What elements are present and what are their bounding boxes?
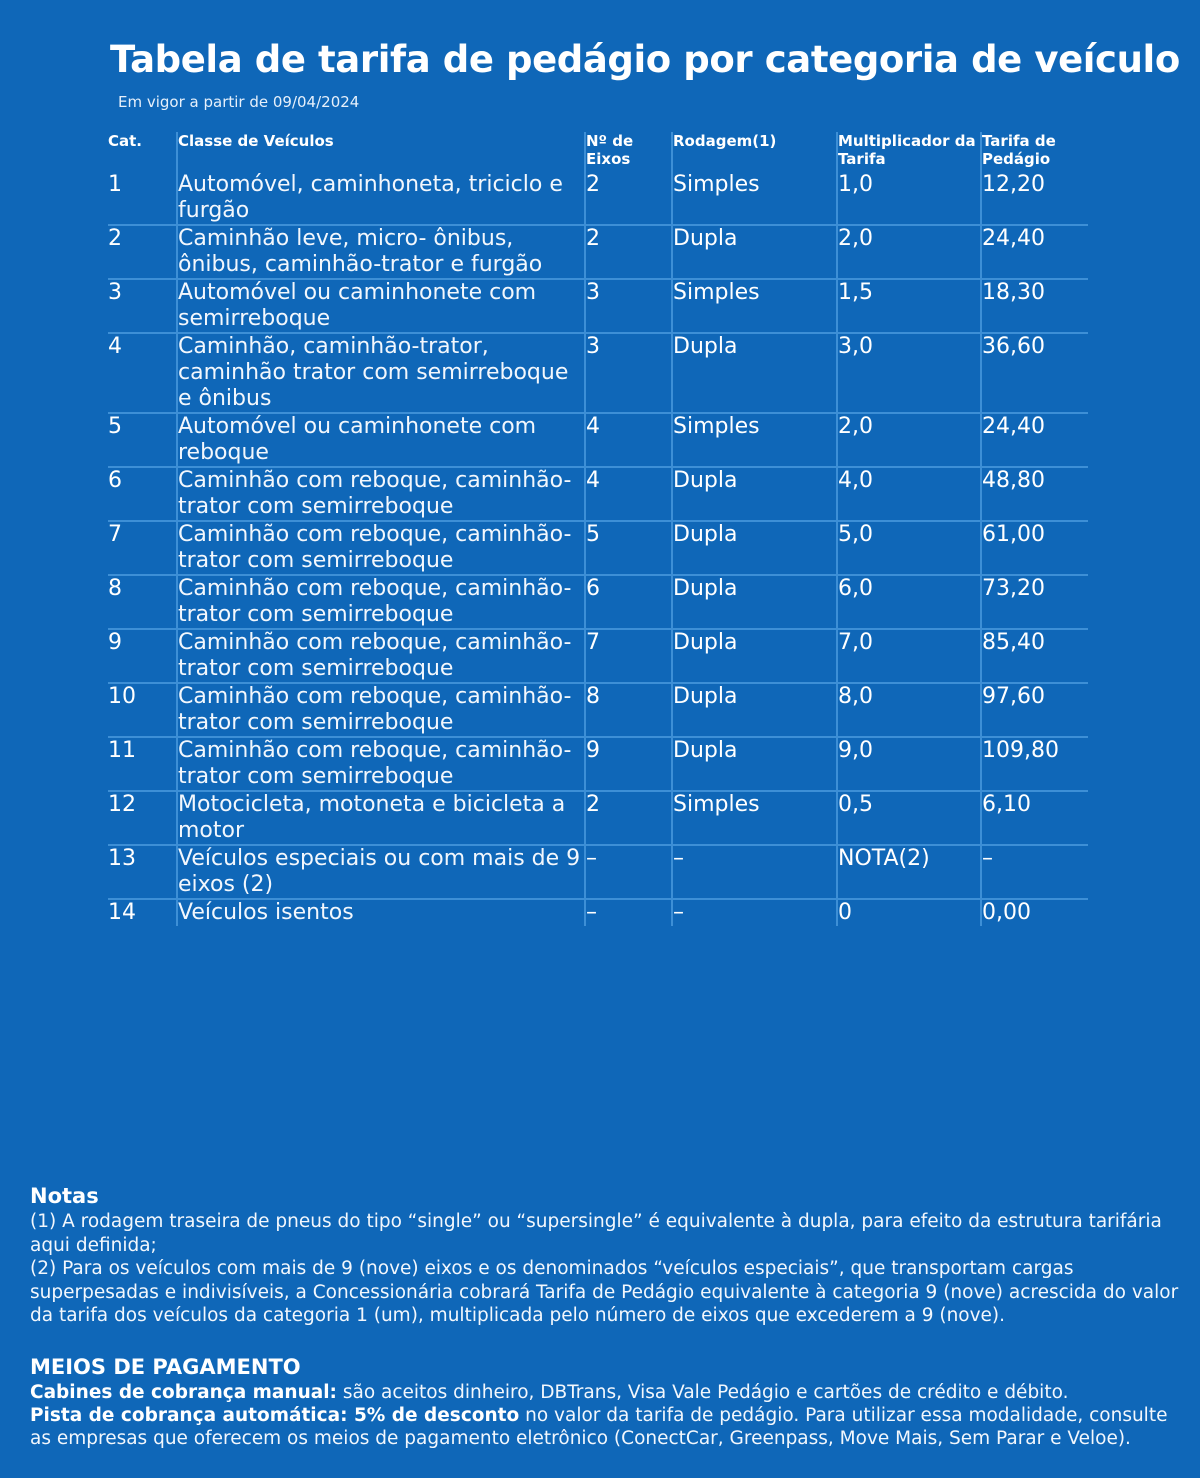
table-row xyxy=(108,413,1088,467)
payment-manual xyxy=(30,1381,1180,1404)
cell-wheels: Simples xyxy=(672,791,837,845)
cell-axles: 2 xyxy=(585,791,672,845)
cell-multiplier: 6,0 xyxy=(837,575,981,629)
cell-cat: 5 xyxy=(108,413,177,467)
table-row xyxy=(108,172,1088,225)
cell-axles: 5 xyxy=(585,521,672,575)
header-multiplier: Multiplicador da Tarifa xyxy=(837,132,981,172)
table-row xyxy=(108,845,1088,899)
payment-auto-text: no valor da tarifa de pedágio. Para utilizar essa modalidade, consulte as empresas que oferecem os meios de pagamento eletrônico (ConectCar, Greenpass, Move Mais, Sem Parar e Veloe). xyxy=(30,1405,1168,1449)
cell-cat: 9 xyxy=(108,629,177,683)
cell-multiplier: 1,5 xyxy=(837,279,981,333)
cell-wheels: Simples xyxy=(672,413,837,467)
cell-multiplier: 9,0 xyxy=(837,737,981,791)
payment-auto-label: Pista de cobrança automática: 5% de desconto xyxy=(30,1405,520,1426)
cell-class: Caminhão com reboque, caminhão-trator com semirreboque xyxy=(177,575,585,629)
cell-toll: 36,60 xyxy=(981,333,1088,413)
header-wheels: Rodagem(1) xyxy=(672,132,837,172)
payment-auto xyxy=(30,1404,1180,1450)
cell-multiplier: 0 xyxy=(837,899,981,926)
cell-toll: 24,40 xyxy=(981,413,1088,467)
cell-class: Caminhão com reboque, caminhão-trator com semirreboque xyxy=(177,521,585,575)
cell-multiplier: 2,0 xyxy=(837,413,981,467)
table-row xyxy=(108,899,1088,926)
cell-toll: 109,80 xyxy=(981,737,1088,791)
cell-class: Caminhão com reboque, caminhão-trator com semirreboque xyxy=(177,683,585,737)
cell-cat: 3 xyxy=(108,279,177,333)
cell-cat: 10 xyxy=(108,683,177,737)
cell-multiplier: 8,0 xyxy=(837,683,981,737)
cell-axles: 6 xyxy=(585,575,672,629)
cell-toll: 0,00 xyxy=(982,900,1031,925)
note-1: (1) A rodagem traseira de pneus do tipo “single” ou “supersingle” é equivalente à dupla, para efeito da estrutura tarifária aqui definida; xyxy=(30,1211,1162,1256)
cell-class: Veículos especiais ou com mais de 9 eixos (2) xyxy=(177,845,585,899)
cell-cat: 7 xyxy=(108,521,177,575)
cell-class: Caminhão, caminhão-trator, caminhão trator com semirreboque e ônibus xyxy=(177,333,585,413)
cell-axles: – xyxy=(585,899,672,926)
cell-axles: 3 xyxy=(585,279,672,333)
cell-class: Caminhão com reboque, caminhão-trator com semirreboque xyxy=(177,737,585,791)
cell-cat: 14 xyxy=(108,899,177,926)
table-row xyxy=(108,683,1088,737)
page-title: Tabela de tarifa de pedágio por categoria de veículo xyxy=(110,38,1180,81)
cell-toll: 97,60 xyxy=(981,683,1088,737)
payment-manual-label: Cabines de cobrança manual: xyxy=(30,1382,337,1403)
table-row xyxy=(108,521,1088,575)
cell-class: Automóvel ou caminhonete com reboque xyxy=(177,413,585,467)
table-row xyxy=(108,791,1088,845)
cell-wheels: Dupla xyxy=(672,333,837,413)
cell-axles: 4 xyxy=(585,467,672,521)
cell-multiplier: 7,0 xyxy=(837,629,981,683)
cell-wheels: Dupla xyxy=(672,683,837,737)
cell-wheels: – xyxy=(672,845,837,899)
cell-cat: 12 xyxy=(108,791,177,845)
cell-axles: 3 xyxy=(585,333,672,413)
cell-toll: 61,00 xyxy=(981,521,1088,575)
cell-wheels: Simples xyxy=(672,279,837,333)
header-toll: Tarifa de Pedágio xyxy=(982,132,1056,168)
cell-axles: 9 xyxy=(585,737,672,791)
cell-multiplier: 4,0 xyxy=(837,467,981,521)
cell-cat: 6 xyxy=(108,467,177,521)
table-row xyxy=(108,279,1088,333)
cell-axles: 8 xyxy=(585,683,672,737)
payment-manual-text: são aceitos dinheiro, DBTrans, Visa Vale Pedágio e cartões de crédito e débito. xyxy=(336,1382,1069,1403)
header-class: Classe de Veículos xyxy=(177,132,585,172)
cell-multiplier: NOTA(2) xyxy=(837,845,981,899)
cell-axles: 2 xyxy=(585,172,672,225)
table-row xyxy=(108,467,1088,521)
cell-axles: – xyxy=(585,845,672,899)
cell-wheels: Dupla xyxy=(672,521,837,575)
cell-multiplier: 3,0 xyxy=(837,333,981,413)
cell-toll: – xyxy=(981,845,1088,899)
cell-class: Caminhão com reboque, caminhão-trator com semirreboque xyxy=(177,629,585,683)
cell-class: Caminhão com reboque, caminhão-trator com semirreboque xyxy=(177,467,585,521)
cell-class: Veículos isentos xyxy=(177,899,585,926)
cell-cat: 1 xyxy=(108,172,177,225)
cell-wheels: Dupla xyxy=(672,225,837,279)
tariff-table xyxy=(108,132,1088,926)
cell-toll: 73,20 xyxy=(981,575,1088,629)
header-axles: Nº de Eixos xyxy=(585,132,672,172)
table-row xyxy=(108,575,1088,629)
table-row xyxy=(108,737,1088,791)
cell-multiplier: 0,5 xyxy=(837,791,981,845)
cell-cat: 2 xyxy=(108,225,177,279)
table-row xyxy=(108,333,1088,413)
note-2: (2) Para os veículos com mais de 9 (nove) eixos e os denominados “veículos especiais”, que transportam cargas superpesadas e indivisíveis, a Concessionária cobrará Tarifa de Pedágio equivalente à categoria 9 (nove) acrescida do valor da tarifa dos veículos da categoria 1 (um), multiplicada pelo número de eixos que excederem a 9 (nove). xyxy=(30,1258,1179,1326)
table-row xyxy=(108,629,1088,683)
cell-wheels: Dupla xyxy=(672,737,837,791)
cell-class: Caminhão leve, micro- ônibus, ônibus, caminhão-trator e furgão xyxy=(177,225,585,279)
cell-cat: 8 xyxy=(108,575,177,629)
cell-class: Motocicleta, motoneta e bicicleta a motor xyxy=(177,791,585,845)
effective-date: Em vigor a partir de 09/04/2024 xyxy=(118,93,360,111)
tariff-table-body xyxy=(108,172,1088,926)
table-header-row xyxy=(108,132,1088,172)
cell-toll: 18,30 xyxy=(981,279,1088,333)
cell-multiplier: 1,0 xyxy=(837,172,981,225)
cell-toll: 12,20 xyxy=(981,172,1088,225)
cell-cat: 11 xyxy=(108,737,177,791)
cell-multiplier: 2,0 xyxy=(837,225,981,279)
cell-toll: 6,10 xyxy=(981,791,1088,845)
cell-axles: 4 xyxy=(585,413,672,467)
cell-class: Automóvel, caminhoneta, triciclo e furgão xyxy=(177,172,585,225)
cell-wheels: Simples xyxy=(672,172,837,225)
cell-cat: 13 xyxy=(108,845,177,899)
cell-class: Automóvel ou caminhonete com semirreboque xyxy=(177,279,585,333)
cell-toll: 24,40 xyxy=(981,225,1088,279)
payment-heading: MEIOS DE PAGAMENTO xyxy=(30,1355,301,1379)
cell-cat: 4 xyxy=(108,333,177,413)
cell-axles: 7 xyxy=(585,629,672,683)
table-row xyxy=(108,225,1088,279)
header-cat: Cat. xyxy=(108,132,177,172)
cell-toll: 48,80 xyxy=(981,467,1088,521)
cell-wheels: Dupla xyxy=(672,467,837,521)
notes-heading: Notas xyxy=(30,1184,99,1208)
payment-section xyxy=(30,1353,1180,1450)
cell-wheels: – xyxy=(672,899,837,926)
notes-section xyxy=(30,1182,1180,1328)
cell-toll: 85,40 xyxy=(981,629,1088,683)
cell-axles: 2 xyxy=(585,225,672,279)
cell-wheels: Dupla xyxy=(672,629,837,683)
cell-multiplier: 5,0 xyxy=(837,521,981,575)
cell-wheels: Dupla xyxy=(672,575,837,629)
